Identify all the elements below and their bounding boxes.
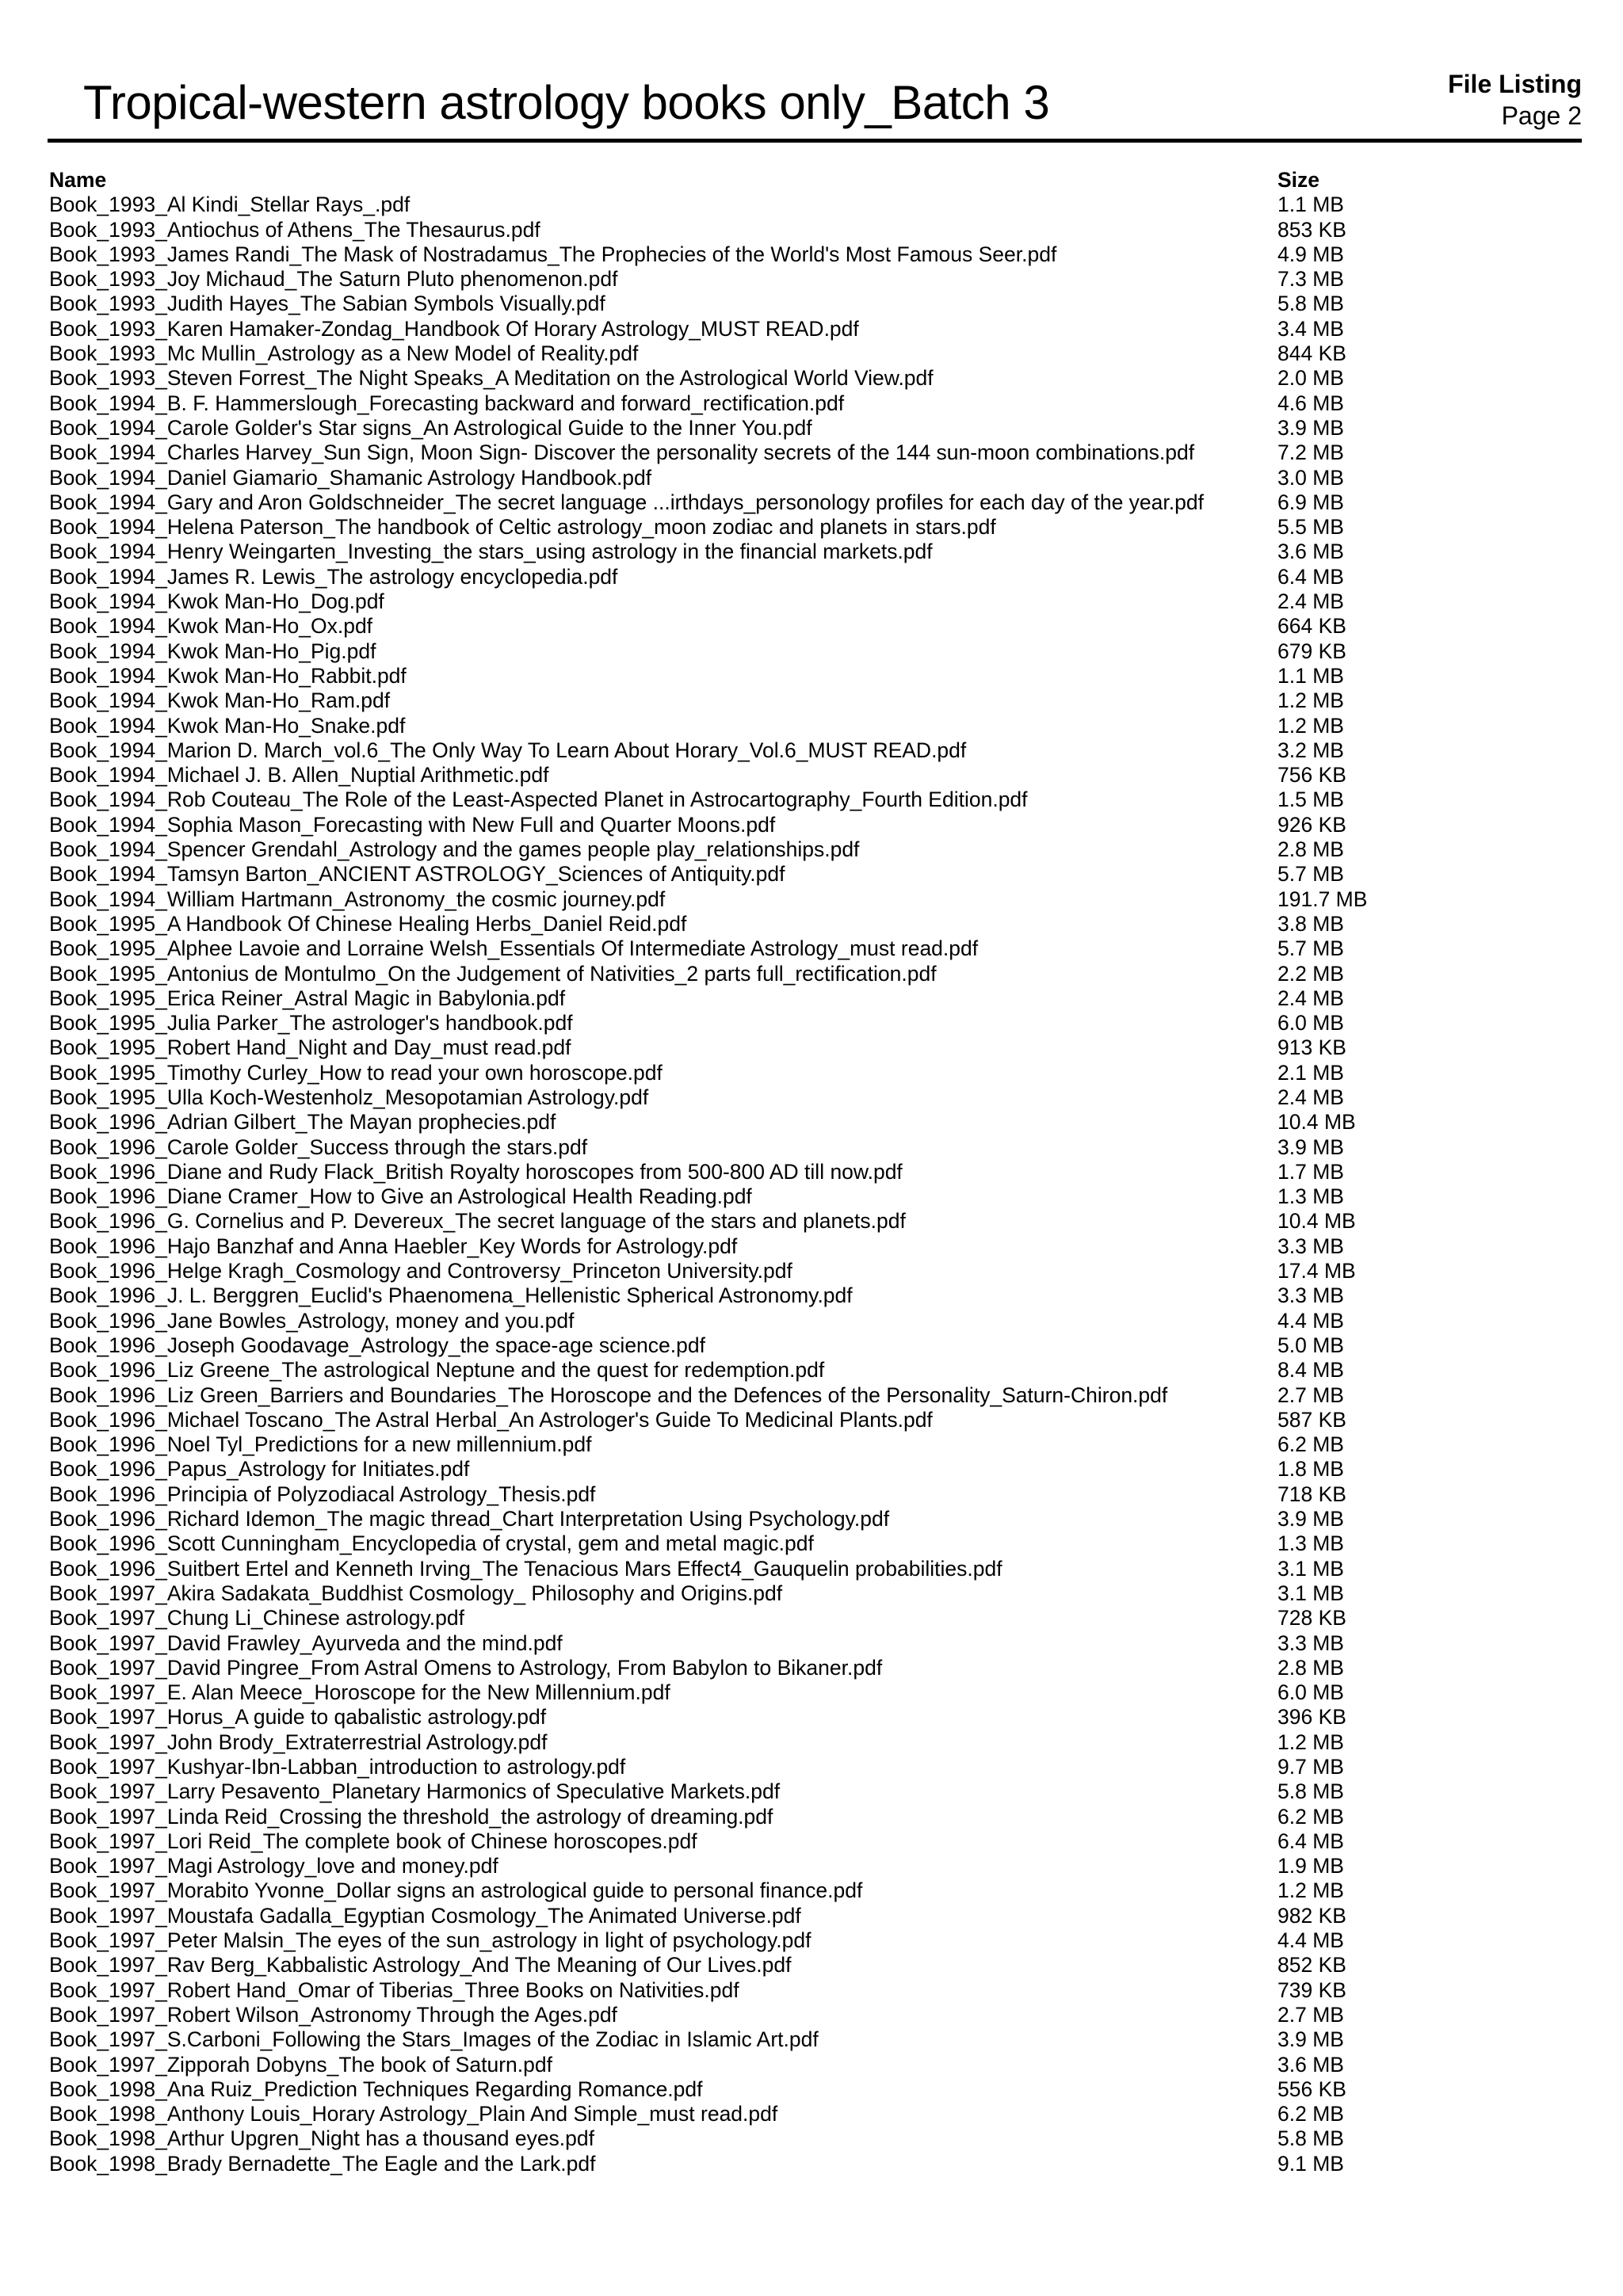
table-row <box>49 1779 1582 1804</box>
file-size: 5.0 MB <box>1277 1333 1344 1357</box>
file-size: 6.0 MB <box>1277 1011 1344 1035</box>
table-row <box>49 1805 1582 1829</box>
file-name: Book_1993_Steven Forrest_The Night Speaks_A Meditation on the Astrological World View.pdf <box>49 366 934 391</box>
table-row <box>49 738 1582 763</box>
file-size: 3.8 MB <box>1277 911 1344 936</box>
file-name: Book_1997_Zipporah Dobyns_The book of Saturn.pdf <box>49 2052 552 2077</box>
file-name: Book_1996_Diane Cramer_How to Give an Astrological Health Reading.pdf <box>49 1184 752 1209</box>
table-row <box>49 1085 1582 1110</box>
file-size: 1.3 MB <box>1277 1531 1344 1556</box>
file-name: Book_1997_Larry Pesavento_Planetary Harmonics of Speculative Markets.pdf <box>49 1779 781 1804</box>
table-row <box>49 2003 1582 2027</box>
file-name: Book_1997_Lori Reid_The complete book of Chinese horoscopes.pdf <box>49 1829 697 1853</box>
table-row <box>49 193 1582 217</box>
file-size: 1.2 MB <box>1277 1878 1344 1903</box>
file-size: 396 KB <box>1277 1705 1346 1730</box>
file-name: Book_1993_Karen Hamaker-Zondag_Handbook Of Horary Astrology_MUST READ.pdf <box>49 316 859 341</box>
file-size: 4.4 MB <box>1277 1928 1344 1953</box>
file-size: 3.1 MB <box>1277 1556 1344 1581</box>
size-column-header: Size <box>1277 168 1320 192</box>
file-name: Book_1997_Linda Reid_Crossing the threshold_the astrology of dreaming.pdf <box>49 1804 773 1829</box>
file-table <box>49 168 1582 2176</box>
table-row <box>49 664 1582 688</box>
file-name: Book_1995_A Handbook Of Chinese Healing Herbs_Daniel Reid.pdf <box>49 911 687 936</box>
file-name: Book_1995_Erica Reiner_Astral Magic in Babylonia.pdf <box>49 986 566 1010</box>
file-name: Book_1993_Al Kindi_Stellar Rays_.pdf <box>49 193 411 217</box>
file-size: 3.3 MB <box>1277 1283 1344 1308</box>
table-row <box>49 218 1582 242</box>
table-row <box>49 1928 1582 1953</box>
file-size: 556 KB <box>1277 2077 1346 2101</box>
file-size: 3.6 MB <box>1277 540 1344 564</box>
file-size: 3.3 MB <box>1277 1234 1344 1258</box>
file-name: Book_1997_Peter Malsin_The eyes of the sun_astrology in light of psychology.pdf <box>49 1928 812 1953</box>
file-size: 852 KB <box>1277 1953 1346 1978</box>
file-name: Book_1996_Carole Golder_Success through the stars.pdf <box>49 1135 588 1159</box>
file-size: 2.8 MB <box>1277 837 1344 862</box>
file-name: Book_1995_Alphee Lavoie and Lorraine Welsh_Essentials Of Intermediate Astrology_must read.pdf <box>49 936 979 961</box>
file-name: Book_1994_Rob Couteau_The Role of the Least-Aspected Planet in Astrocartography_Fourth Edition.pdf <box>49 788 1028 812</box>
file-size: 1.3 MB <box>1277 1184 1344 1209</box>
name-column-header: Name <box>49 168 107 192</box>
file-size: 1.8 MB <box>1277 1457 1344 1482</box>
file-name: Book_1996_Michael Toscano_The Astral Herbal_An Astrologer's Guide To Medicinal Plants.pdf <box>49 1407 933 1432</box>
file-size: 9.1 MB <box>1277 2151 1344 2176</box>
table-body <box>49 193 1582 2176</box>
file-size: 3.9 MB <box>1277 1135 1344 1159</box>
file-name: Book_1993_Joy Michaud_The Saturn Pluto phenomenon.pdf <box>49 267 618 292</box>
file-name: Book_1997_Robert Hand_Omar of Tiberias_Three Books on Nativities.pdf <box>49 1978 739 2002</box>
file-size: 3.3 MB <box>1277 1630 1344 1655</box>
table-row <box>49 515 1582 540</box>
table-row <box>49 1581 1582 1606</box>
table-row <box>49 1631 1582 1656</box>
table-row <box>49 1755 1582 1779</box>
file-size: 6.0 MB <box>1277 1680 1344 1705</box>
table-row <box>49 1333 1582 1358</box>
file-size: 2.7 MB <box>1277 2002 1344 2027</box>
file-size: 1.1 MB <box>1277 193 1344 217</box>
file-name: Book_1997_David Frawley_Ayurveda and the mind.pdf <box>49 1630 563 1655</box>
file-size: 5.5 MB <box>1277 515 1344 540</box>
file-name: Book_1997_Horus_A guide to qabalistic astrology.pdf <box>49 1705 547 1730</box>
file-size: 1.7 MB <box>1277 1159 1344 1184</box>
file-name: Book_1994_Carole Golder's Star signs_An Astrological Guide to the Inner You.pdf <box>49 415 812 440</box>
table-row <box>49 2053 1582 2077</box>
file-size: 17.4 MB <box>1277 1259 1356 1283</box>
file-size: 739 KB <box>1277 1978 1346 2002</box>
file-size: 679 KB <box>1277 639 1346 663</box>
file-size: 587 KB <box>1277 1407 1346 1432</box>
file-name: Book_1997_S.Carboni_Following the Stars_Images of the Zodiac in Islamic Art.pdf <box>49 2027 819 2052</box>
file-size: 191.7 MB <box>1277 887 1368 911</box>
file-size: 853 KB <box>1277 217 1346 242</box>
table-row <box>49 1432 1582 1457</box>
table-row <box>49 1904 1582 1928</box>
file-name: Book_1997_Magi Astrology_love and money.pdf <box>49 1854 498 1878</box>
table-row <box>49 788 1582 812</box>
file-size: 3.9 MB <box>1277 415 1344 440</box>
file-name: Book_1994_William Hartmann_Astronomy_the cosmic journey.pdf <box>49 887 666 911</box>
file-name: Book_1995_Antonius de Montulmo_On the Judgement of Nativities_2 parts full_rectification.pdf <box>49 961 937 986</box>
table-row <box>49 267 1582 292</box>
file-size: 1.9 MB <box>1277 1854 1344 1878</box>
table-row <box>49 1531 1582 1556</box>
file-name: Book_1997_Kushyar-Ibn-Labban_introduction to astrology.pdf <box>49 1755 626 1779</box>
file-size: 6.4 MB <box>1277 564 1344 589</box>
file-name: Book_1997_Chung Li_Chinese astrology.pdf <box>49 1606 464 1630</box>
table-row <box>49 1061 1582 1085</box>
file-name: Book_1994_Kwok Man-Ho_Pig.pdf <box>49 639 376 663</box>
table-row <box>49 242 1582 267</box>
file-name: Book_1993_James Randi_The Mask of Nostradamus_The Prophecies of the World's Most Famous Seer.pdf <box>49 242 1057 266</box>
table-row <box>49 1135 1582 1160</box>
header-divider <box>48 139 1582 143</box>
file-listing-label: File Listing <box>1448 70 1582 98</box>
table-row <box>49 441 1582 465</box>
table-row <box>49 912 1582 936</box>
table-row <box>49 763 1582 788</box>
file-name: Book_1996_Suitbert Ertel and Kenneth Irving_The Tenacious Mars Effect4_Gauquelin probabilities.pdf <box>49 1556 1002 1581</box>
file-size: 10.4 MB <box>1277 1110 1356 1135</box>
file-size: 926 KB <box>1277 812 1346 837</box>
file-size: 913 KB <box>1277 1035 1346 1060</box>
file-size: 6.2 MB <box>1277 2102 1344 2126</box>
file-size: 6.2 MB <box>1277 1804 1344 1829</box>
file-name: Book_1996_Liz Green_Barriers and Boundaries_The Horoscope and the Defences of the Personality_Saturn-Chiron.pdf <box>49 1383 1168 1407</box>
table-row <box>49 2152 1582 2176</box>
file-name: Book_1998_Arthur Upgren_Night has a thousand eyes.pdf <box>49 2126 595 2151</box>
file-size: 4.9 MB <box>1277 242 1344 266</box>
table-row <box>49 589 1582 614</box>
table-row <box>49 1854 1582 1878</box>
table-row <box>49 1680 1582 1705</box>
file-size: 6.4 MB <box>1277 1829 1344 1853</box>
file-name: Book_1998_Brady Bernadette_The Eagle and the Lark.pdf <box>49 2151 596 2176</box>
file-size: 1.2 MB <box>1277 1730 1344 1754</box>
table-row <box>49 1283 1582 1308</box>
file-name: Book_1996_Adrian Gilbert_The Mayan prophecies.pdf <box>49 1110 556 1135</box>
page-title: Tropical-western astrology books only_Batch 3 <box>83 76 1050 129</box>
file-name: Book_1995_Timothy Curley_How to read your own horoscope.pdf <box>49 1060 663 1085</box>
file-size: 5.7 MB <box>1277 862 1344 887</box>
file-size: 4.4 MB <box>1277 1308 1344 1333</box>
file-size: 5.8 MB <box>1277 2126 1344 2151</box>
file-name: Book_1994_Henry Weingarten_Investing_the stars_using astrology in the financial markets.pdf <box>49 540 933 564</box>
table-row <box>49 292 1582 316</box>
file-size: 4.6 MB <box>1277 391 1344 415</box>
file-name: Book_1993_Judith Hayes_The Sabian Symbols Visually.pdf <box>49 292 605 316</box>
file-name: Book_1994_B. F. Hammerslough_Forecasting backward and forward_rectification.pdf <box>49 391 845 415</box>
table-row <box>49 862 1582 887</box>
file-name: Book_1998_Ana Ruiz_Prediction Techniques Regarding Romance.pdf <box>49 2077 703 2101</box>
file-size: 7.2 MB <box>1277 441 1344 465</box>
table-row <box>49 366 1582 391</box>
file-name: Book_1997_Rav Berg_Kabbalistic Astrology_And The Meaning of Our Lives.pdf <box>49 1953 792 1978</box>
file-size: 982 KB <box>1277 1903 1346 1928</box>
table-row <box>49 2077 1582 2102</box>
table-row <box>49 962 1582 986</box>
file-name: Book_1997_Moustafa Gadalla_Egyptian Cosmology_The Animated Universe.pdf <box>49 1903 801 1928</box>
table-row <box>49 1309 1582 1333</box>
file-size: 2.4 MB <box>1277 589 1344 614</box>
file-name: Book_1996_G. Cornelius and P. Devereux_The secret language of the stars and planets.pdf <box>49 1209 906 1234</box>
file-name: Book_1998_Anthony Louis_Horary Astrology_Plain And Simple_must read.pdf <box>49 2102 778 2126</box>
file-name: Book_1997_David Pingree_From Astral Omens to Astrology, From Babylon to Bikaner.pdf <box>49 1655 883 1680</box>
table-row <box>49 1878 1582 1903</box>
table-row <box>49 391 1582 416</box>
file-size: 2.1 MB <box>1277 1060 1344 1085</box>
file-name: Book_1996_Hajo Banzhaf and Anna Haebler_Key Words for Astrology.pdf <box>49 1234 738 1258</box>
file-size: 1.1 MB <box>1277 663 1344 688</box>
file-size: 10.4 MB <box>1277 1209 1356 1234</box>
table-row <box>49 1557 1582 1581</box>
file-name: Book_1996_Principia of Polyzodiacal Astrology_Thesis.pdf <box>49 1482 596 1506</box>
table-row <box>49 639 1582 664</box>
table-row <box>49 1656 1582 1680</box>
file-size: 2.7 MB <box>1277 1383 1344 1407</box>
table-row <box>49 986 1582 1011</box>
file-size: 1.5 MB <box>1277 788 1344 812</box>
table-row <box>49 714 1582 738</box>
table-row <box>49 1383 1582 1408</box>
file-name: Book_1994_Kwok Man-Ho_Ram.pdf <box>49 688 391 713</box>
file-name: Book_1994_Michael J. B. Allen_Nuptial Arithmetic.pdf <box>49 763 549 788</box>
file-name: Book_1997_E. Alan Meece_Horoscope for the New Millennium.pdf <box>49 1680 670 1705</box>
file-size: 2.4 MB <box>1277 986 1344 1010</box>
table-row <box>49 2027 1582 2052</box>
file-size: 3.6 MB <box>1277 2052 1344 2077</box>
table-row <box>49 1705 1582 1730</box>
file-name: Book_1996_Joseph Goodavage_Astrology_the space-age science.pdf <box>49 1333 705 1357</box>
file-name: Book_1994_Daniel Giamario_Shamanic Astrology Handbook.pdf <box>49 465 652 490</box>
file-name: Book_1994_Tamsyn Barton_ANCIENT ASTROLOGY_Sciences of Antiquity.pdf <box>49 862 785 887</box>
file-size: 9.7 MB <box>1277 1755 1344 1779</box>
table-row <box>49 466 1582 490</box>
table-row <box>49 1482 1582 1507</box>
file-name: Book_1997_Morabito Yvonne_Dollar signs an astrological guide to personal finance.pdf <box>49 1878 863 1903</box>
file-size: 1.2 MB <box>1277 713 1344 738</box>
file-name: Book_1994_Sophia Mason_Forecasting with New Full and Quarter Moons.pdf <box>49 812 776 837</box>
file-size: 728 KB <box>1277 1606 1346 1630</box>
file-size: 6.2 MB <box>1277 1432 1344 1457</box>
table-row <box>49 1978 1582 2003</box>
file-size: 664 KB <box>1277 614 1346 639</box>
file-size: 2.0 MB <box>1277 366 1344 391</box>
table-row <box>49 1953 1582 1978</box>
file-size: 3.9 MB <box>1277 1507 1344 1531</box>
file-size: 2.8 MB <box>1277 1655 1344 1680</box>
table-row <box>49 2102 1582 2126</box>
file-name: Book_1994_Spencer Grendahl_Astrology and the games people play_relationships.pdf <box>49 837 860 862</box>
file-name: Book_1994_Gary and Aron Goldschneider_The secret language ...irthdays_personology profiles for each day of the year.pdf <box>49 490 1204 514</box>
file-size: 1.2 MB <box>1277 688 1344 713</box>
table-row <box>49 1408 1582 1432</box>
table-row <box>49 1110 1582 1135</box>
table-row <box>49 2126 1582 2151</box>
file-name: Book_1996_Noel Tyl_Predictions for a new millennium.pdf <box>49 1432 592 1457</box>
table-row <box>49 1209 1582 1234</box>
file-size: 3.9 MB <box>1277 2027 1344 2052</box>
table-row <box>49 1259 1582 1283</box>
page-number: Page 2 <box>1501 101 1582 130</box>
file-name: Book_1994_Kwok Man-Ho_Rabbit.pdf <box>49 663 407 688</box>
file-name: Book_1994_James R. Lewis_The astrology encyclopedia.pdf <box>49 564 618 589</box>
file-size: 3.0 MB <box>1277 465 1344 490</box>
file-size: 2.4 MB <box>1277 1085 1344 1109</box>
file-name: Book_1996_Liz Greene_The astrological Neptune and the quest for redemption.pdf <box>49 1358 825 1383</box>
table-row <box>49 837 1582 862</box>
file-name: Book_1995_Ulla Koch-Westenholz_Mesopotamian Astrology.pdf <box>49 1085 649 1109</box>
file-size: 718 KB <box>1277 1482 1346 1506</box>
table-row <box>49 1829 1582 1854</box>
table-row <box>49 1606 1582 1630</box>
file-name: Book_1994_Kwok Man-Ho_Snake.pdf <box>49 713 406 738</box>
table-row <box>49 1234 1582 1259</box>
file-size: 3.1 MB <box>1277 1581 1344 1605</box>
file-size: 844 KB <box>1277 341 1346 366</box>
file-name: Book_1996_Diane and Rudy Flack_British Royalty horoscopes from 500-800 AD till now.pdf <box>49 1159 903 1184</box>
file-size: 5.8 MB <box>1277 292 1344 316</box>
file-size: 3.4 MB <box>1277 316 1344 341</box>
table-row <box>49 565 1582 589</box>
file-name: Book_1997_Robert Wilson_Astronomy Through the Ages.pdf <box>49 2002 617 2027</box>
file-name: Book_1994_Charles Harvey_Sun Sign, Moon Sign- Discover the personality secrets of the 144 sun-moon combinations.pdf <box>49 441 1195 465</box>
file-size: 5.7 MB <box>1277 936 1344 961</box>
file-name: Book_1996_Helge Kragh_Cosmology and Controversy_Princeton University.pdf <box>49 1259 792 1283</box>
table-row <box>49 1160 1582 1184</box>
table-row <box>49 1457 1582 1482</box>
file-size: 5.8 MB <box>1277 1779 1344 1804</box>
file-name: Book_1996_Richard Idemon_The magic thread_Chart Interpretation Using Psychology.pdf <box>49 1507 890 1531</box>
table-row <box>49 1035 1582 1060</box>
table-row <box>49 416 1582 441</box>
file-name: Book_1994_Marion D. March_vol.6_The Only Way To Learn About Horary_Vol.6_MUST READ.pdf <box>49 738 967 762</box>
file-name: Book_1997_John Brody_Extraterrestrial Astrology.pdf <box>49 1730 548 1754</box>
table-row <box>49 1184 1582 1209</box>
file-size: 6.9 MB <box>1277 490 1344 514</box>
file-name: Book_1993_Antiochus of Athens_The Thesaurus.pdf <box>49 217 540 242</box>
file-name: Book_1996_Papus_Astrology for Initiates.pdf <box>49 1457 470 1482</box>
file-name: Book_1994_Helena Paterson_The handbook of Celtic astrology_moon zodiac and planets in stars.pdf <box>49 515 996 540</box>
table-row <box>49 614 1582 639</box>
table-row <box>49 936 1582 961</box>
file-name: Book_1995_Robert Hand_Night and Day_must read.pdf <box>49 1035 571 1060</box>
file-name: Book_1995_Julia Parker_The astrologer's handbook.pdf <box>49 1011 573 1035</box>
file-name: Book_1994_Kwok Man-Ho_Dog.pdf <box>49 589 384 614</box>
file-size: 8.4 MB <box>1277 1358 1344 1383</box>
listing-meta <box>1448 68 1582 132</box>
file-name: Book_1997_Akira Sadakata_Buddhist Cosmology_ Philosophy and Origins.pdf <box>49 1581 783 1605</box>
file-size: 756 KB <box>1277 763 1346 788</box>
table-row <box>49 1730 1582 1755</box>
file-size: 2.2 MB <box>1277 961 1344 986</box>
table-header-row <box>49 168 1582 193</box>
table-row <box>49 540 1582 564</box>
file-name: Book_1994_Kwok Man-Ho_Ox.pdf <box>49 614 373 639</box>
table-row <box>49 317 1582 341</box>
table-row <box>49 1011 1582 1035</box>
table-row <box>49 490 1582 515</box>
table-row <box>49 688 1582 713</box>
table-row <box>49 341 1582 366</box>
file-size: 7.3 MB <box>1277 267 1344 292</box>
file-name: Book_1996_Jane Bowles_Astrology, money and you.pdf <box>49 1308 575 1333</box>
table-row <box>49 813 1582 837</box>
table-row <box>49 1507 1582 1531</box>
file-name: Book_1996_Scott Cunningham_Encyclopedia of crystal, gem and metal magic.pdf <box>49 1531 814 1556</box>
file-name: Book_1996_J. L. Berggren_Euclid's Phaenomena_Hellenistic Spherical Astronomy.pdf <box>49 1283 853 1308</box>
file-size: 3.2 MB <box>1277 738 1344 762</box>
table-row <box>49 1358 1582 1383</box>
file-name: Book_1993_Mc Mullin_Astrology as a New Model of Reality.pdf <box>49 341 639 366</box>
table-row <box>49 887 1582 912</box>
